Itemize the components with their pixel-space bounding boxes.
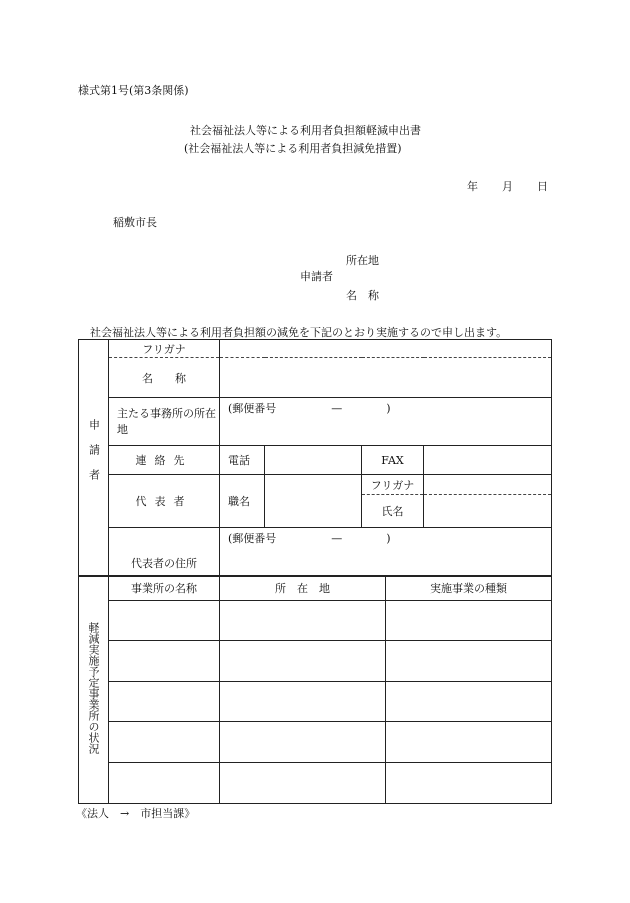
rep-postal-code-label: (郵便番号 — ): [228, 532, 391, 545]
rep-furigana-label: フリガナ: [362, 475, 424, 495]
facility-location-cell[interactable]: [220, 640, 386, 681]
phone-field[interactable]: [265, 446, 362, 475]
representative-label: 代表者: [109, 475, 220, 528]
facility-location-header: 所 在 地: [220, 576, 386, 600]
form-subtitle: (社会福祉法人等による利用者負担減免措置): [184, 142, 402, 155]
rep-address-field[interactable]: [220, 528, 552, 576]
applicant-section-label: 申請者: [79, 340, 109, 576]
applicant-table: [78, 339, 552, 576]
routing-footer: 《法人 → 市担当課》: [76, 807, 196, 820]
facility-service-cell[interactable]: [386, 762, 552, 803]
form-number: 様式第1号(第3条関係): [78, 84, 189, 97]
name-field[interactable]: [220, 358, 552, 398]
facility-table: [78, 575, 552, 804]
date-day: 日: [537, 180, 548, 193]
facility-name-cell[interactable]: [109, 721, 220, 762]
applicant-name-label: 名 称: [346, 289, 379, 302]
applicant-location-label: 所在地: [346, 254, 379, 267]
facility-service-cell[interactable]: [386, 681, 552, 721]
position-field[interactable]: [265, 475, 362, 528]
facility-location-cell[interactable]: [220, 721, 386, 762]
contact-label: 連絡先: [109, 446, 220, 475]
facility-name-cell[interactable]: [109, 640, 220, 681]
intro-text: 社会福祉法人等による利用者負担額の減免を下記のとおり実施するので申し出ます。: [90, 326, 508, 339]
date-year: 年: [467, 180, 478, 193]
rep-address-label: 代表者の住所: [109, 528, 220, 576]
facility-location-cell[interactable]: [220, 681, 386, 721]
facility-section-label: 軽減実施予定事業所の状況: [79, 576, 109, 803]
fax-field[interactable]: [424, 446, 552, 475]
office-location-field[interactable]: [220, 398, 552, 446]
name-label: 名 称: [109, 358, 220, 398]
fax-label: FAX: [362, 446, 424, 475]
facility-service-type-header: 実施事業の種類: [386, 576, 552, 600]
rep-name-label: 氏名: [362, 495, 424, 528]
furigana-field[interactable]: [220, 340, 552, 358]
facility-service-cell[interactable]: [386, 600, 552, 640]
position-label: 職名: [220, 475, 265, 528]
facility-name-cell[interactable]: [109, 762, 220, 803]
facility-service-cell[interactable]: [386, 721, 552, 762]
facility-service-cell[interactable]: [386, 640, 552, 681]
date-month: 月: [502, 180, 513, 193]
addressee: 稲敷市長: [113, 216, 157, 229]
applicant-label: 申請者: [300, 270, 333, 283]
office-location-label: 主たる事務所の所在地: [109, 398, 220, 446]
postal-code-label: (郵便番号 — ): [228, 402, 391, 415]
facility-name-cell[interactable]: [109, 681, 220, 721]
furigana-label: フリガナ: [109, 340, 220, 358]
form-title: 社会福祉法人等による利用者負担額軽減申出書: [190, 124, 421, 137]
facility-name-cell[interactable]: [109, 600, 220, 640]
facility-location-cell[interactable]: [220, 600, 386, 640]
facility-name-header: 事業所の名称: [109, 576, 220, 600]
phone-label: 電話: [220, 446, 265, 475]
rep-furigana-field[interactable]: [424, 475, 552, 495]
rep-name-field[interactable]: [424, 495, 552, 528]
facility-location-cell[interactable]: [220, 762, 386, 803]
